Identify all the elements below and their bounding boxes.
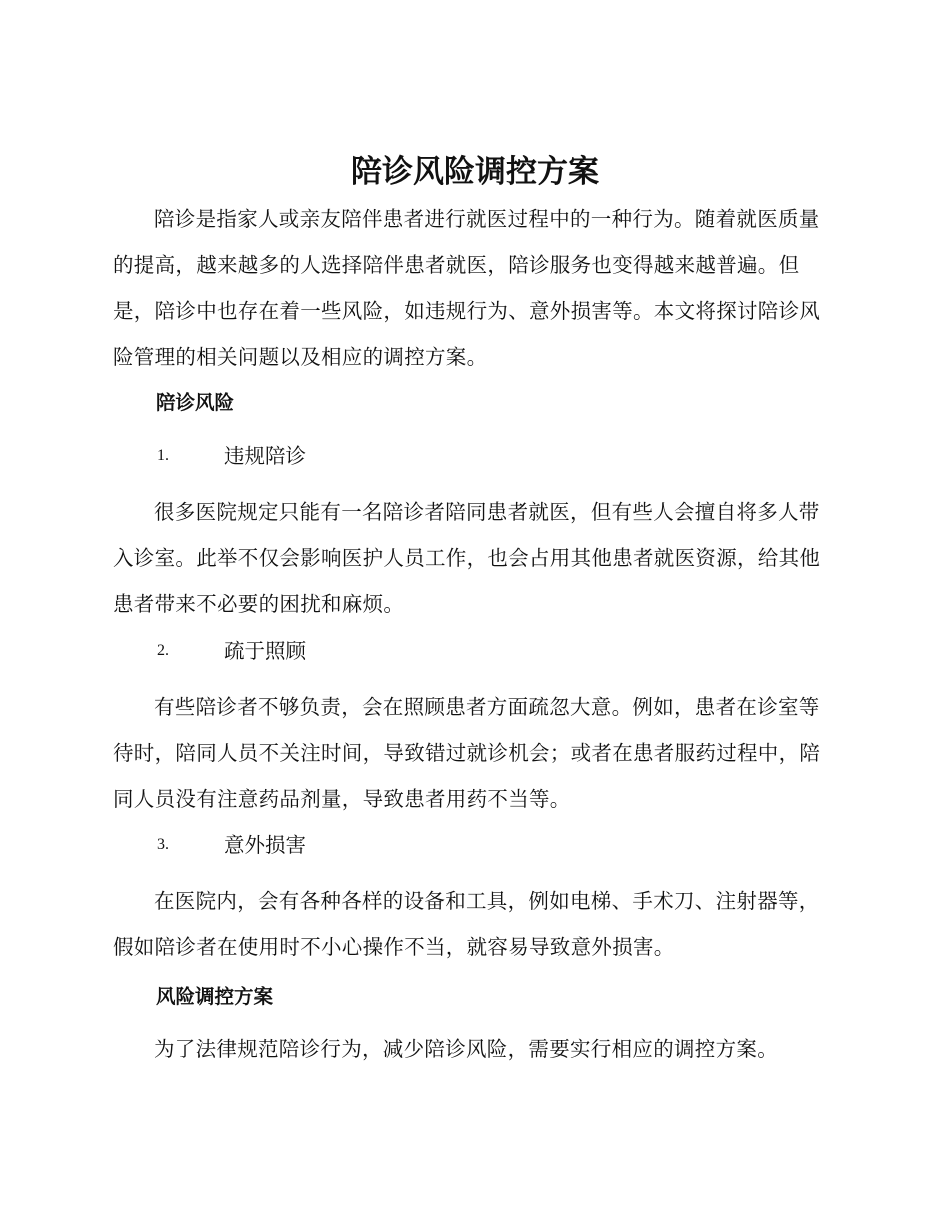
control-plan-paragraph: 为了法律规范陪诊行为，减少陪诊风险，需要实行相应的调控方案。 <box>154 1037 778 1061</box>
list-number: 3. <box>157 836 169 853</box>
list-item-title: 意外损害 <box>224 833 306 857</box>
intro-paragraph: 陪诊是指家人或亲友陪伴患者进行就医过程中的一种行为。随着就医质量的提高，越来越多的人选择陪伴患者就医，陪诊服务也变得越来越普遍。但是，陪诊中也存在着一些风险，如违规行为、意外损害等。本文将探讨陪诊风险管理的相关问题以及相应的调控方案。 <box>113 207 821 369</box>
section-heading-control-plan: 风险调控方案 <box>156 985 274 1008</box>
section-heading-risks: 陪诊风险 <box>156 391 235 414</box>
risk-paragraph: 有些陪诊者不够负责，会在照顾患者方面疏忽大意。例如，患者在诊室等待时，陪同人员不关注时间，导致错过就诊机会；或者在患者服药过程中，陪同人员没有注意药品剂量，导致患者用药不当等。 <box>113 695 821 811</box>
document-title: 陪诊风险调控方案 <box>351 154 599 190</box>
risk-paragraph: 在医院内，会有各种各样的设备和工具，例如电梯、手术刀、注射器等，假如陪诊者在使用时不小心操作不当，就容易导致意外损害。 <box>113 889 820 959</box>
list-number: 2. <box>157 642 169 659</box>
list-number: 1. <box>157 447 169 464</box>
list-item-title: 违规陪诊 <box>224 444 306 468</box>
list-item-title: 疏于照顾 <box>224 639 306 663</box>
risk-paragraph: 很多医院规定只能有一名陪诊者陪同患者就医，但有些人会擅自将多人带入诊室。此举不仅会影响医护人员工作，也会占用其他患者就医资源，给其他患者带来不必要的困扰和麻烦。 <box>113 500 821 616</box>
